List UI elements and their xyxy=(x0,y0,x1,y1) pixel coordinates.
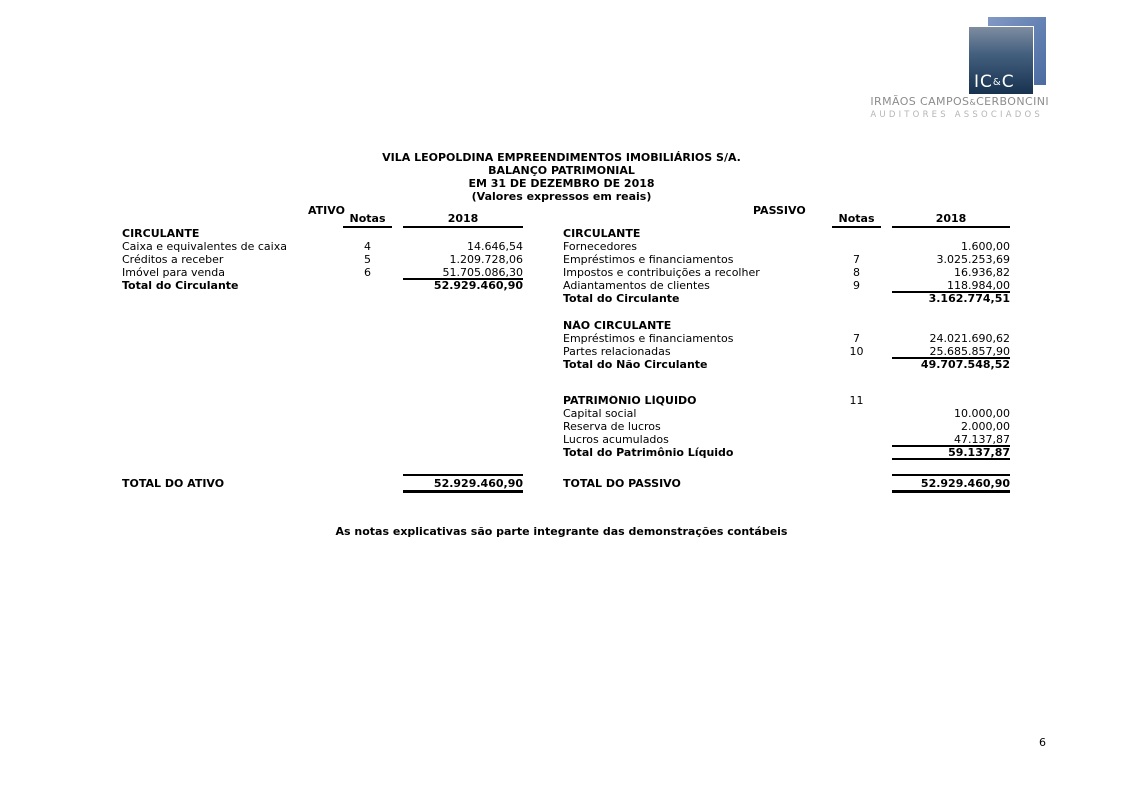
passivo-row-capital-social xyxy=(563,408,1010,421)
logo-front-square xyxy=(969,27,1033,94)
row-label: Partes relacionadas xyxy=(563,346,671,358)
row-value: 24.021.690,62 xyxy=(929,332,1010,345)
row-value: 47.137,87 xyxy=(892,434,1010,447)
ativo-col-notas: Notas xyxy=(343,212,392,228)
row-value: 1.600,00 xyxy=(961,240,1010,253)
firm-name-block xyxy=(870,95,1049,120)
row-label: Adiantamentos de clientes xyxy=(563,280,710,292)
row-value: 1.209.728,06 xyxy=(449,253,523,266)
passivo-section-title: PASSIVO xyxy=(753,204,806,217)
passivo-row-patrimonio-liquido-header xyxy=(563,395,1010,408)
passivo-grand-total-row xyxy=(563,474,1010,493)
row-nota: 9 xyxy=(853,279,860,292)
row-value: 14.646,54 xyxy=(467,240,523,253)
firm-name-left: IRMÃOS CAMPOS xyxy=(870,95,970,108)
row-label: Empréstimos e financiamentos xyxy=(563,333,734,345)
row-value: 3.025.253,69 xyxy=(936,253,1010,266)
ativo-row-circulante-header xyxy=(122,228,523,241)
row-nota: 7 xyxy=(853,332,860,345)
row-value: 118.984,00 xyxy=(892,280,1010,293)
passivo-table xyxy=(563,212,1010,493)
logo-monogram-ic: IC xyxy=(974,72,993,92)
title-date: EM 31 DE DEZEMBRO DE 2018 xyxy=(468,177,655,190)
row-nota xyxy=(832,434,881,447)
ativo-column-headers xyxy=(122,212,523,228)
passivo-col-2018: 2018 xyxy=(892,212,1010,228)
row-nota: 8 xyxy=(853,266,860,279)
spacer xyxy=(563,306,1010,320)
row-value: 10.000,00 xyxy=(954,407,1010,420)
passivo-row-reserva-de-lucros xyxy=(563,421,1010,434)
firm-name xyxy=(870,95,1049,109)
passivo-row-impostos xyxy=(563,267,1010,280)
row-label: Caixa e equivalentes de caixa xyxy=(122,241,287,253)
row-label: Créditos a receber xyxy=(122,254,224,266)
auditor-logo xyxy=(966,16,1050,96)
spacer xyxy=(563,372,1010,395)
row-label: Empréstimos e financiamentos xyxy=(563,254,734,266)
firm-name-right: CERBONCINI xyxy=(976,95,1049,108)
row-label: Total do Não Circulante xyxy=(563,359,708,371)
ativo-col-2018: 2018 xyxy=(403,212,523,228)
notes-disclaimer: As notas explicativas são parte integrante das demonstrações contábeis xyxy=(335,525,788,538)
row-label: Reserva de lucros xyxy=(563,421,661,433)
row-nota: 6 xyxy=(364,266,371,279)
grand-total-label: TOTAL DO ATIVO xyxy=(122,477,225,490)
row-value: 2.000,00 xyxy=(961,420,1010,433)
row-value: 3.162.774,51 xyxy=(928,292,1010,305)
grand-total-value: 52.929.460,90 xyxy=(892,474,1010,493)
passivo-row-emprestimos-circ xyxy=(563,254,1010,267)
page-number: 6 xyxy=(1039,736,1046,749)
passivo-row-total-nao-circulante xyxy=(563,359,1010,372)
ativo-grand-total-row xyxy=(122,474,523,493)
row-label: Imóvel para venda xyxy=(122,267,225,279)
passivo-column-headers xyxy=(563,212,1010,228)
passivo-row-total-circulante xyxy=(563,293,1010,306)
document-title-block xyxy=(0,151,1123,203)
row-label: Total do Patrimônio Líquido xyxy=(563,447,734,459)
logo-monogram-c: C xyxy=(1001,72,1015,92)
row-nota: 11 xyxy=(849,394,864,407)
row-label: CIRCULANTE xyxy=(122,228,200,240)
row-value: 51.705.086,30 xyxy=(403,267,523,280)
row-nota xyxy=(832,408,881,421)
passivo-col-notas: Notas xyxy=(832,212,881,228)
logo-monogram-amp: & xyxy=(992,77,1002,88)
row-label: Lucros acumulados xyxy=(563,434,669,446)
row-value: 52.929.460,90 xyxy=(433,279,523,292)
row-nota: 7 xyxy=(853,253,860,266)
logo-monogram xyxy=(974,73,1015,92)
row-value: 59.137,87 xyxy=(892,447,1010,460)
ativo-row-total-circulante xyxy=(122,280,523,293)
row-nota xyxy=(832,421,881,434)
passivo-row-circulante-header xyxy=(563,228,1010,241)
row-value: 49.707.548,52 xyxy=(920,358,1010,371)
title-currency-note: (Valores expressos em reais) xyxy=(471,190,652,203)
row-label: CIRCULANTE xyxy=(563,228,641,240)
row-label: Total do Circulante xyxy=(563,293,680,305)
row-label: NÃO CIRCULANTE xyxy=(563,320,672,332)
grand-total-label: TOTAL DO PASSIVO xyxy=(563,477,681,490)
passivo-row-lucros-acumulados xyxy=(563,434,1010,447)
row-label: Impostos e contribuições a recolher xyxy=(563,267,760,279)
row-label: Capital social xyxy=(563,408,637,420)
title-statement: BALANÇO PATRIMONIAL xyxy=(488,164,635,177)
row-nota: 10 xyxy=(849,345,864,358)
passivo-row-total-patrimonio-liquido xyxy=(563,447,1010,460)
row-label: Fornecedores xyxy=(563,241,638,253)
row-nota: 5 xyxy=(364,253,371,266)
ativo-table xyxy=(122,212,523,493)
spacer xyxy=(122,293,523,474)
title-company: VILA LEOPOLDINA EMPREENDIMENTOS IMOBILIÁRIOS S/A. xyxy=(382,151,741,164)
ativo-section-title: ATIVO xyxy=(308,204,345,217)
firm-subtitle: AUDITORES ASSOCIADOS xyxy=(870,110,1043,120)
row-value: 16.936,82 xyxy=(954,266,1010,279)
row-value: 25.685.857,90 xyxy=(892,346,1010,359)
row-label: Total do Circulante xyxy=(122,280,239,292)
grand-total-value: 52.929.460,90 xyxy=(403,474,523,493)
row-label: PATRIMÔNIO LÍQUIDO xyxy=(563,395,697,407)
firm-name-amp: & xyxy=(969,98,977,107)
spacer xyxy=(563,460,1010,474)
row-nota: 4 xyxy=(364,240,371,253)
